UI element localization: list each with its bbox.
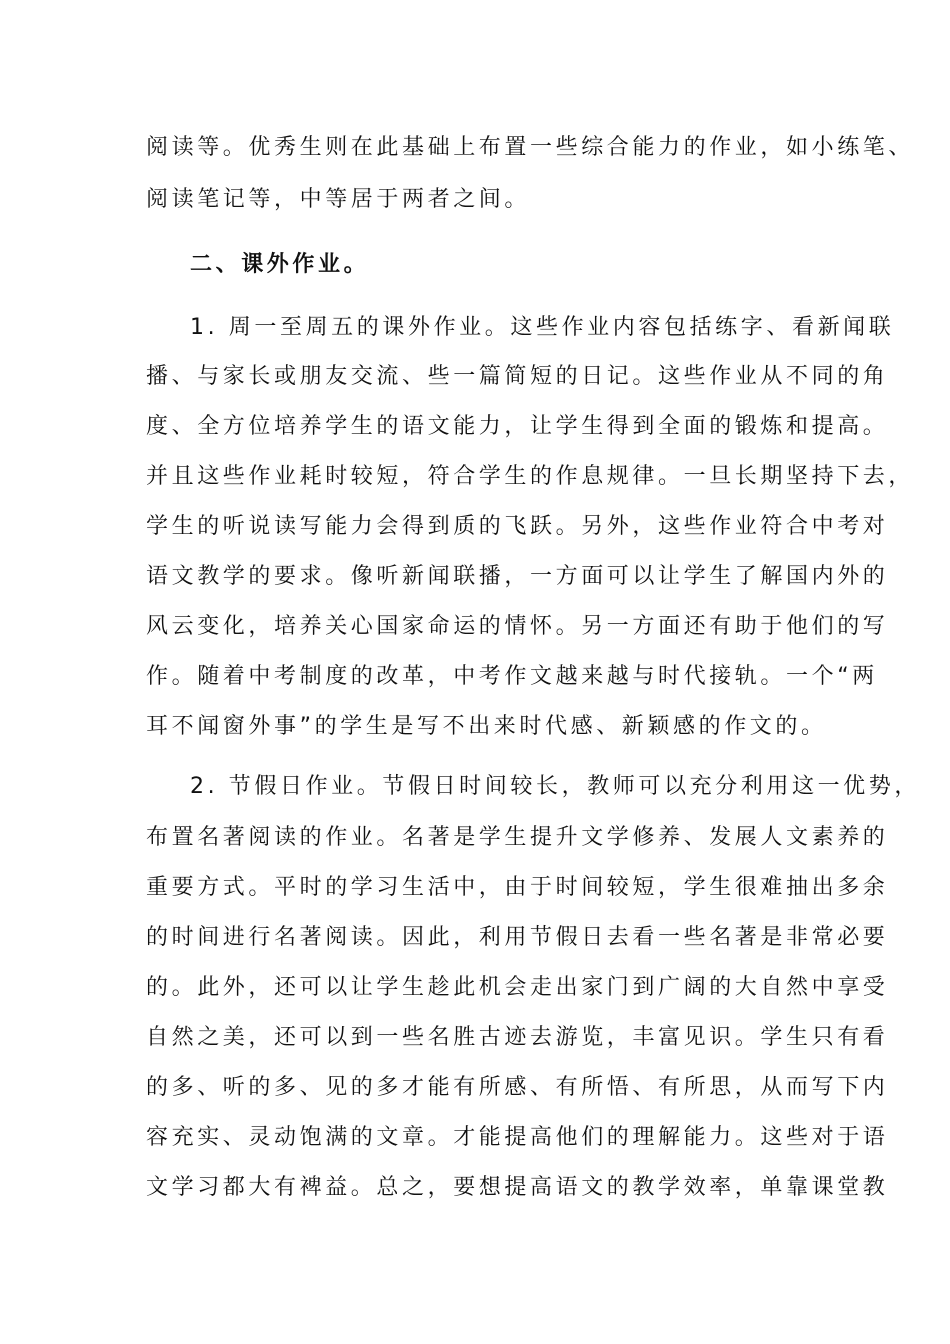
body-line: 的。此外，还可以让学生趁此机会走出家门到广阔的大自然中享受 (146, 975, 889, 1000)
body-line: 自然之美，还可以到一些名胜古迹去游览，丰富见识。学生只有看 (146, 1025, 889, 1050)
body-line: 重要方式。平时的学习生活中，由于时间较短，学生很难抽出多余 (146, 875, 889, 900)
body-line: 并且这些作业耗时较短，符合学生的作息规律。一旦长期坚持下去， (146, 464, 915, 489)
body-line: 作。随着中考制度的改革，中考作文越来越与时代接轨。一个“两 (146, 664, 878, 689)
body-line: 播、与家长或朋友交流、些一篇简短的日记。这些作业从不同的角 (146, 364, 889, 389)
body-line: 2. 节假日作业。节假日时间较长，教师可以充分利用这一优势， (190, 774, 920, 799)
body-line: 文学习都大有裨益。总之，要想提高语文的教学效率，单靠课堂教 (146, 1175, 889, 1200)
body-line: 1. 周一至周五的课外作业。这些作业内容包括练字、看新闻联 (190, 315, 895, 340)
body-line: 阅读等。优秀生则在此基础上布置一些综合能力的作业，如小练笔、 (146, 135, 915, 160)
section-heading: 二、课外作业。 (190, 252, 370, 277)
body-line: 度、全方位培养学生的语文能力，让学生得到全面的锻炼和提高。 (146, 414, 889, 439)
body-line: 风云变化，培养关心国家命运的情怀。另一方面还有助于他们的写 (146, 614, 889, 639)
body-line: 的多、听的多、见的多才能有所感、有所悟、有所思，从而写下内 (146, 1075, 889, 1100)
body-line: 语文教学的要求。像听新闻联播，一方面可以让学生了解国内外的 (146, 564, 889, 589)
body-line: 阅读笔记等，中等居于两者之间。 (146, 187, 531, 212)
body-line: 布置名著阅读的作业。名著是学生提升文学修养、发展人文素养的 (146, 825, 889, 850)
body-line: 耳不闻窗外事”的学生是写不出来时代感、新颖感的作文的。 (146, 714, 827, 739)
body-line: 学生的听说读写能力会得到质的飞跃。另外，这些作业符合中考对 (146, 514, 889, 539)
body-line: 的时间进行名著阅读。因此，利用节假日去看一些名著是非常必要 (146, 925, 889, 950)
body-line: 容充实、灵动饱满的文章。才能提高他们的理解能力。这些对于语 (146, 1125, 889, 1150)
